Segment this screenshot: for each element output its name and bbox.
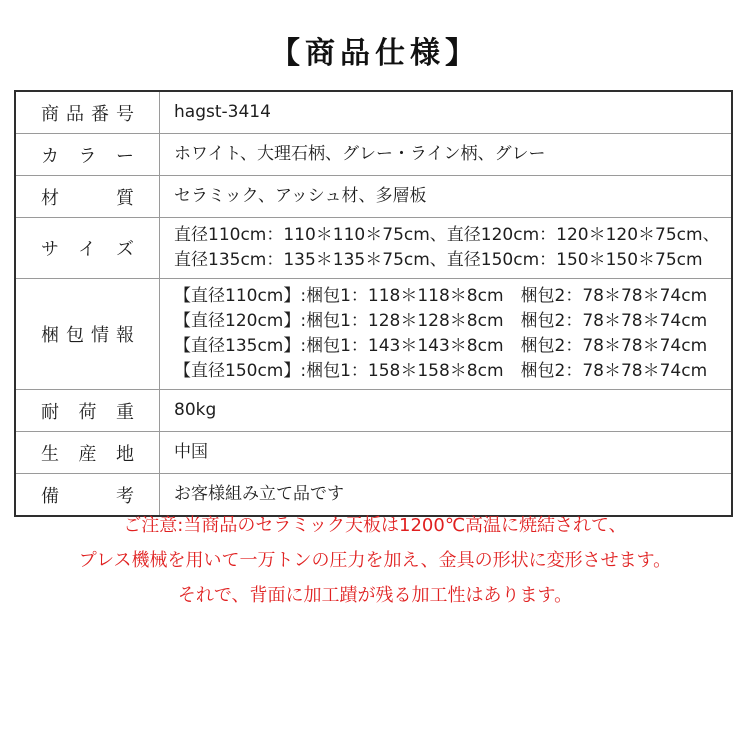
spec-row-label xyxy=(16,390,160,431)
spec-label-text: 生産地 xyxy=(41,443,134,465)
spec-label-text: サイズ xyxy=(41,239,134,260)
spec-label-text: カラー xyxy=(41,145,134,167)
caution-note-line: ご注意:当商品のセラミック天板は1200℃高温に焼結されて、 xyxy=(123,515,627,536)
spec-value-line: お客様組み立て品です xyxy=(174,484,344,504)
spec-row-label xyxy=(16,92,160,133)
spec-row-value xyxy=(160,390,731,431)
spec-row-value xyxy=(160,279,731,389)
spec-row-value xyxy=(160,432,731,473)
spec-value-line: 【直径135cm】:梱包1：143＊143＊8cm 梱包2：78＊78＊74cm xyxy=(174,336,708,356)
spec-row-item-number xyxy=(16,92,731,133)
spec-row-packing-info xyxy=(16,278,731,389)
spec-label-text: 商品番号 xyxy=(41,103,134,125)
caution-note-line: プレス機械を用いて一万トンの圧力を加え、金具の形状に変形させます。 xyxy=(78,550,672,571)
caution-note xyxy=(0,508,750,613)
spec-value-line: hagst-3414 xyxy=(174,102,271,122)
spec-row-label xyxy=(16,432,160,473)
spec-value-line: 直径110cm：110＊110＊75cm、直径120cm：120＊120＊75cm、 xyxy=(174,225,720,245)
caution-note-line: それで、背面に加工蹟が残る加工性はあります。 xyxy=(177,585,573,606)
spec-row-label xyxy=(16,218,160,278)
spec-label-text: 耐荷重 xyxy=(41,401,134,423)
spec-row-value xyxy=(160,176,731,217)
spec-value-line: 直径135cm：135＊135＊75cm、直径150cm：150＊150＊75cm xyxy=(174,250,703,270)
spec-row-value xyxy=(160,218,731,278)
spec-row-origin xyxy=(16,431,731,473)
spec-value-line: ホワイト、大理石柄、グレー・ライン柄、グレー xyxy=(174,144,546,164)
spec-value-line: 80kg xyxy=(174,400,217,420)
spec-table xyxy=(14,90,733,517)
spec-value-line: 【直径150cm】:梱包1：158＊158＊8cm 梱包2：78＊78＊74cm xyxy=(174,361,708,381)
spec-row-label xyxy=(16,134,160,175)
spec-value-line: 【直径110cm】:梱包1：118＊118＊8cm 梱包2：78＊78＊74cm xyxy=(174,286,708,306)
spec-label-text: 材質 xyxy=(41,187,134,209)
spec-row-load-capacity xyxy=(16,389,731,431)
spec-value-line: 中国 xyxy=(174,442,208,462)
spec-value-line: セラミック、アッシュ材、多層板 xyxy=(174,186,427,206)
spec-row-size xyxy=(16,217,731,278)
spec-row-value xyxy=(160,92,731,133)
spec-row-label xyxy=(16,279,160,389)
spec-row-color xyxy=(16,133,731,175)
spec-label-text: 備考 xyxy=(41,485,134,507)
spec-row-material xyxy=(16,175,731,217)
spec-row-value xyxy=(160,134,731,175)
spec-label-text: 梱包情報 xyxy=(41,325,134,346)
spec-row-label xyxy=(16,176,160,217)
page-title: 【商品仕様】 xyxy=(270,36,480,71)
spec-value-line: 【直径120cm】:梱包1：128＊128＊8cm 梱包2：78＊78＊74cm xyxy=(174,311,708,331)
